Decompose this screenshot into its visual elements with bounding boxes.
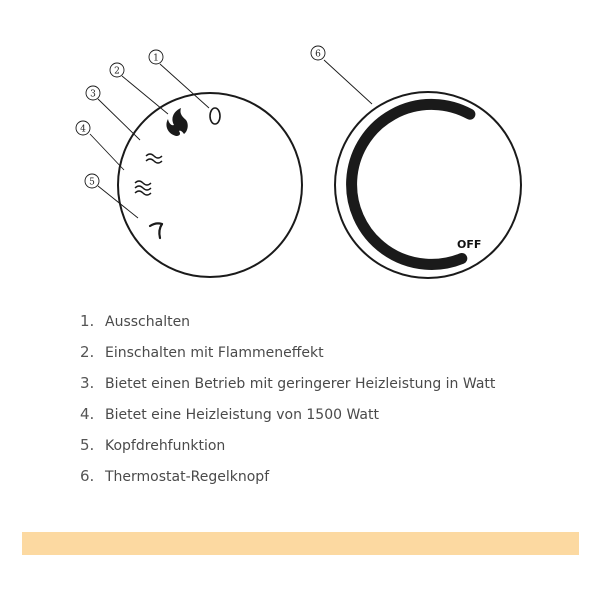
rotation-icon (150, 223, 162, 238)
flame-icon (166, 108, 187, 136)
legend-item (80, 436, 495, 467)
legend-text: Thermostat-Regelknopf (105, 469, 270, 485)
callout-4 (76, 121, 90, 135)
off-label: OFF (457, 238, 482, 251)
svg-text:1: 1 (153, 53, 159, 64)
callout-5 (85, 174, 99, 188)
svg-text:5: 5 (89, 177, 95, 188)
legend-list (80, 312, 495, 498)
legend-item (80, 343, 495, 374)
svg-text:2: 2 (114, 66, 120, 77)
callout-6 (311, 46, 325, 60)
legend-number: 2. (80, 343, 95, 361)
legend-text: Bietet einen Betrieb mit geringerer Heizleistung in Watt (105, 376, 496, 392)
legend-item (80, 405, 495, 436)
legend-text: Bietet eine Heizleistung von 1500 Watt (105, 407, 379, 423)
legend-number: 1. (80, 312, 95, 330)
full-heat-icon (135, 181, 151, 195)
legend-number: 5. (80, 436, 95, 454)
svg-text:6: 6 (315, 49, 321, 60)
low-heat-icon (146, 154, 162, 163)
svg-text:4: 4 (80, 124, 86, 135)
callout-2 (110, 63, 124, 77)
off-symbol-icon (210, 108, 220, 124)
legend-text: Ausschalten (105, 314, 191, 330)
legend-item (80, 467, 495, 498)
legend-text: Kopfdrehfunktion (105, 438, 226, 454)
thermostat-arc (352, 104, 470, 264)
callout-3 (86, 86, 100, 100)
thermostat-knob (335, 92, 521, 278)
legend-number: 6. (80, 467, 95, 485)
legend-item (80, 374, 495, 405)
footer-bar (22, 532, 579, 555)
callout-leaders (90, 60, 372, 218)
legend-number: 4. (80, 405, 95, 423)
legend-item (80, 312, 495, 343)
legend-text: Einschalten mit Flammeneffekt (105, 345, 324, 361)
svg-text:3: 3 (90, 89, 96, 100)
legend-number: 3. (80, 374, 95, 392)
callout-1 (149, 50, 163, 64)
